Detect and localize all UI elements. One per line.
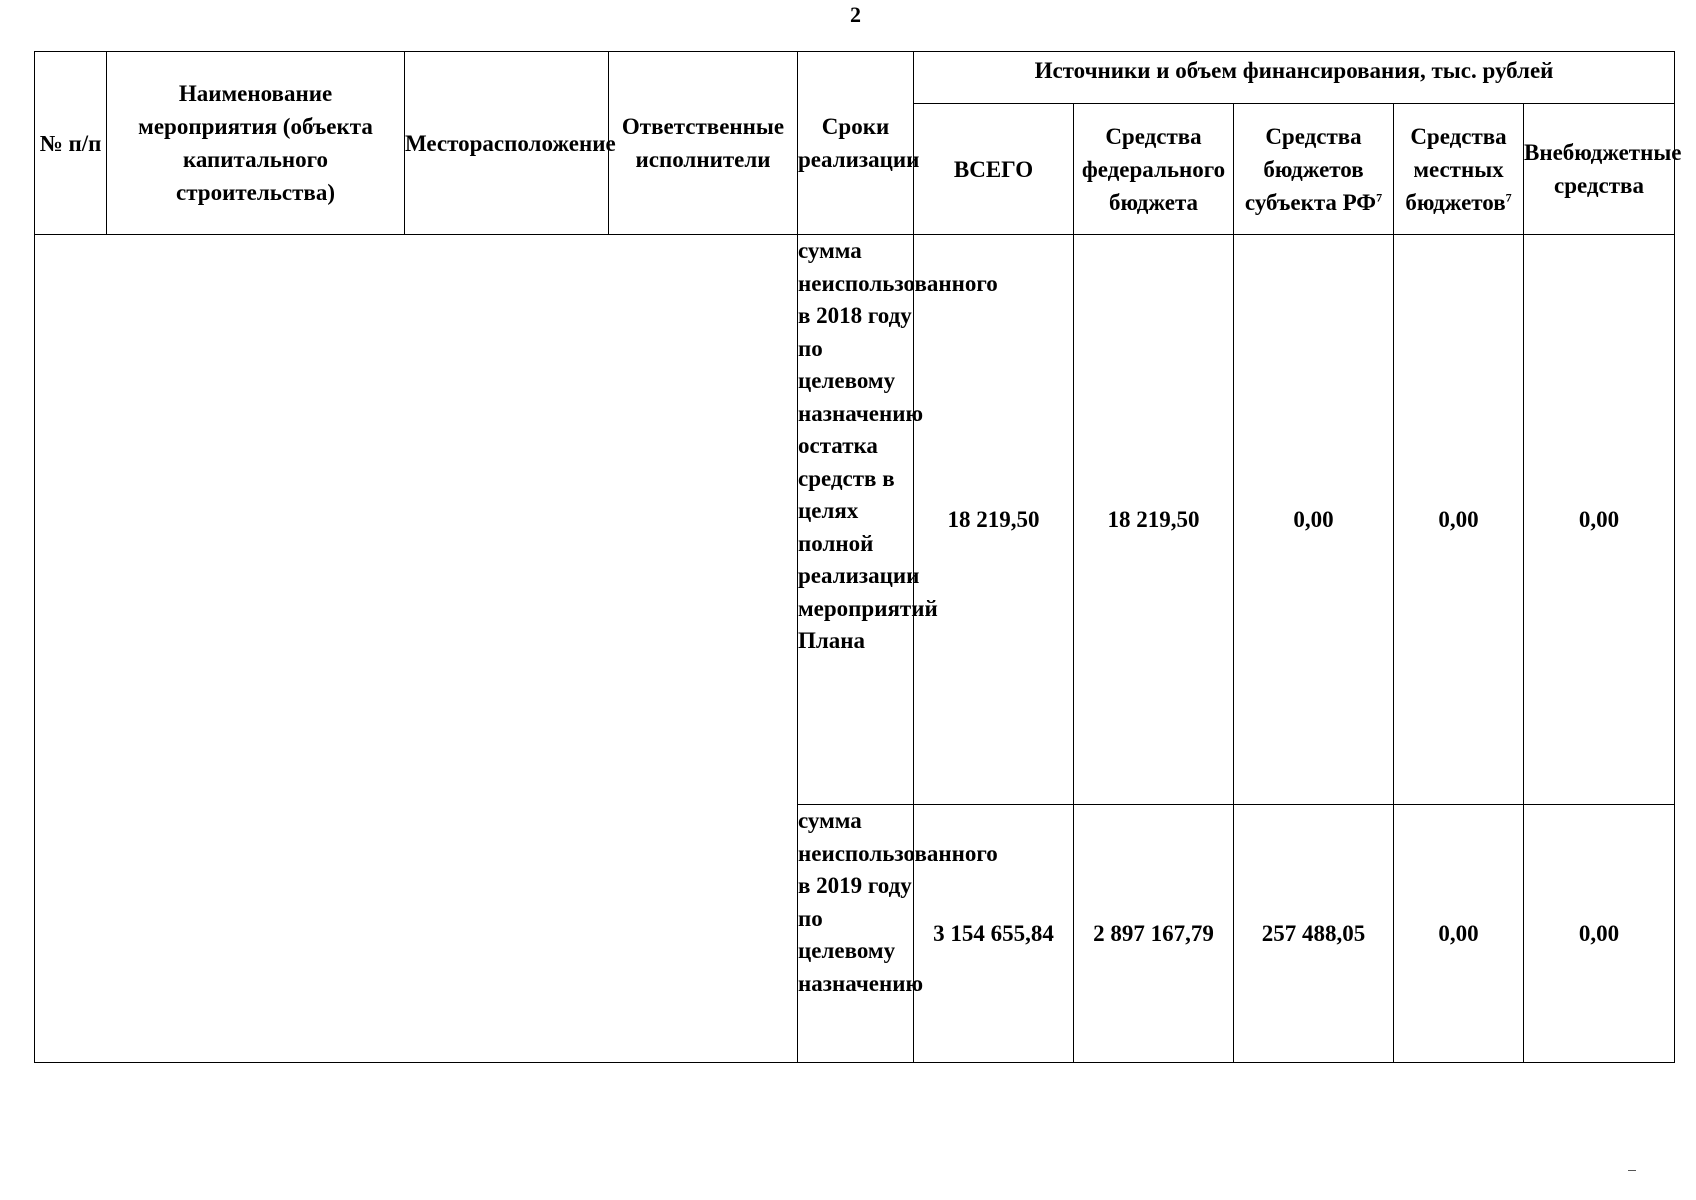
table-row <box>35 235 1675 805</box>
extra-cell: 0,00 <box>1524 805 1675 1063</box>
header-federal: Средства федерального бюджета <box>1074 104 1234 235</box>
header-executors: Ответственные исполнители <box>609 52 798 235</box>
header-name: Наименование мероприятия (объекта капитального строительства) <box>107 52 405 235</box>
header-extra: Внебюджетные средства <box>1524 104 1675 235</box>
header-period: Сроки реализации <box>798 52 914 235</box>
total-cell: 3 154 655,84 <box>914 805 1074 1063</box>
merged-blank-cell <box>35 235 798 1063</box>
page-number: 2 <box>850 2 861 27</box>
footnote-mark: 7 <box>1505 189 1512 204</box>
header-funding-group: Источники и объем финансирования, тыс. рублей <box>914 52 1675 104</box>
period-cell: сумма неиспользованного в 2018 году по целевому назначению остатка средств в целях полной реализации мероприятий Плана <box>798 235 914 805</box>
federal-cell: 2 897 167,79 <box>1074 805 1234 1063</box>
local-cell: 0,00 <box>1394 235 1524 805</box>
header-num: № п/п <box>35 52 107 235</box>
header-local-label: Средства местных бюджетов <box>1405 123 1507 215</box>
footnote-mark: 7 <box>1376 189 1383 204</box>
federal-cell: 18 219,50 <box>1074 235 1234 805</box>
header-total: ВСЕГО <box>914 104 1074 235</box>
total-cell: 18 219,50 <box>914 235 1074 805</box>
header-subject-label: Средства бюджетов субъекта РФ <box>1244 123 1377 215</box>
extra-cell: 0,00 <box>1524 235 1675 805</box>
local-cell: 0,00 <box>1394 805 1524 1063</box>
scan-mark <box>1628 1170 1636 1171</box>
header-location: Месторасположение <box>405 52 609 235</box>
financing-table <box>34 51 1682 1063</box>
subject-cell: 257 488,05 <box>1234 805 1394 1063</box>
header-subject <box>1234 104 1394 235</box>
header-local <box>1394 104 1524 235</box>
period-cell: сумма неиспользованного в 2019 году по целевому назначению <box>798 805 914 1063</box>
subject-cell: 0,00 <box>1234 235 1394 805</box>
